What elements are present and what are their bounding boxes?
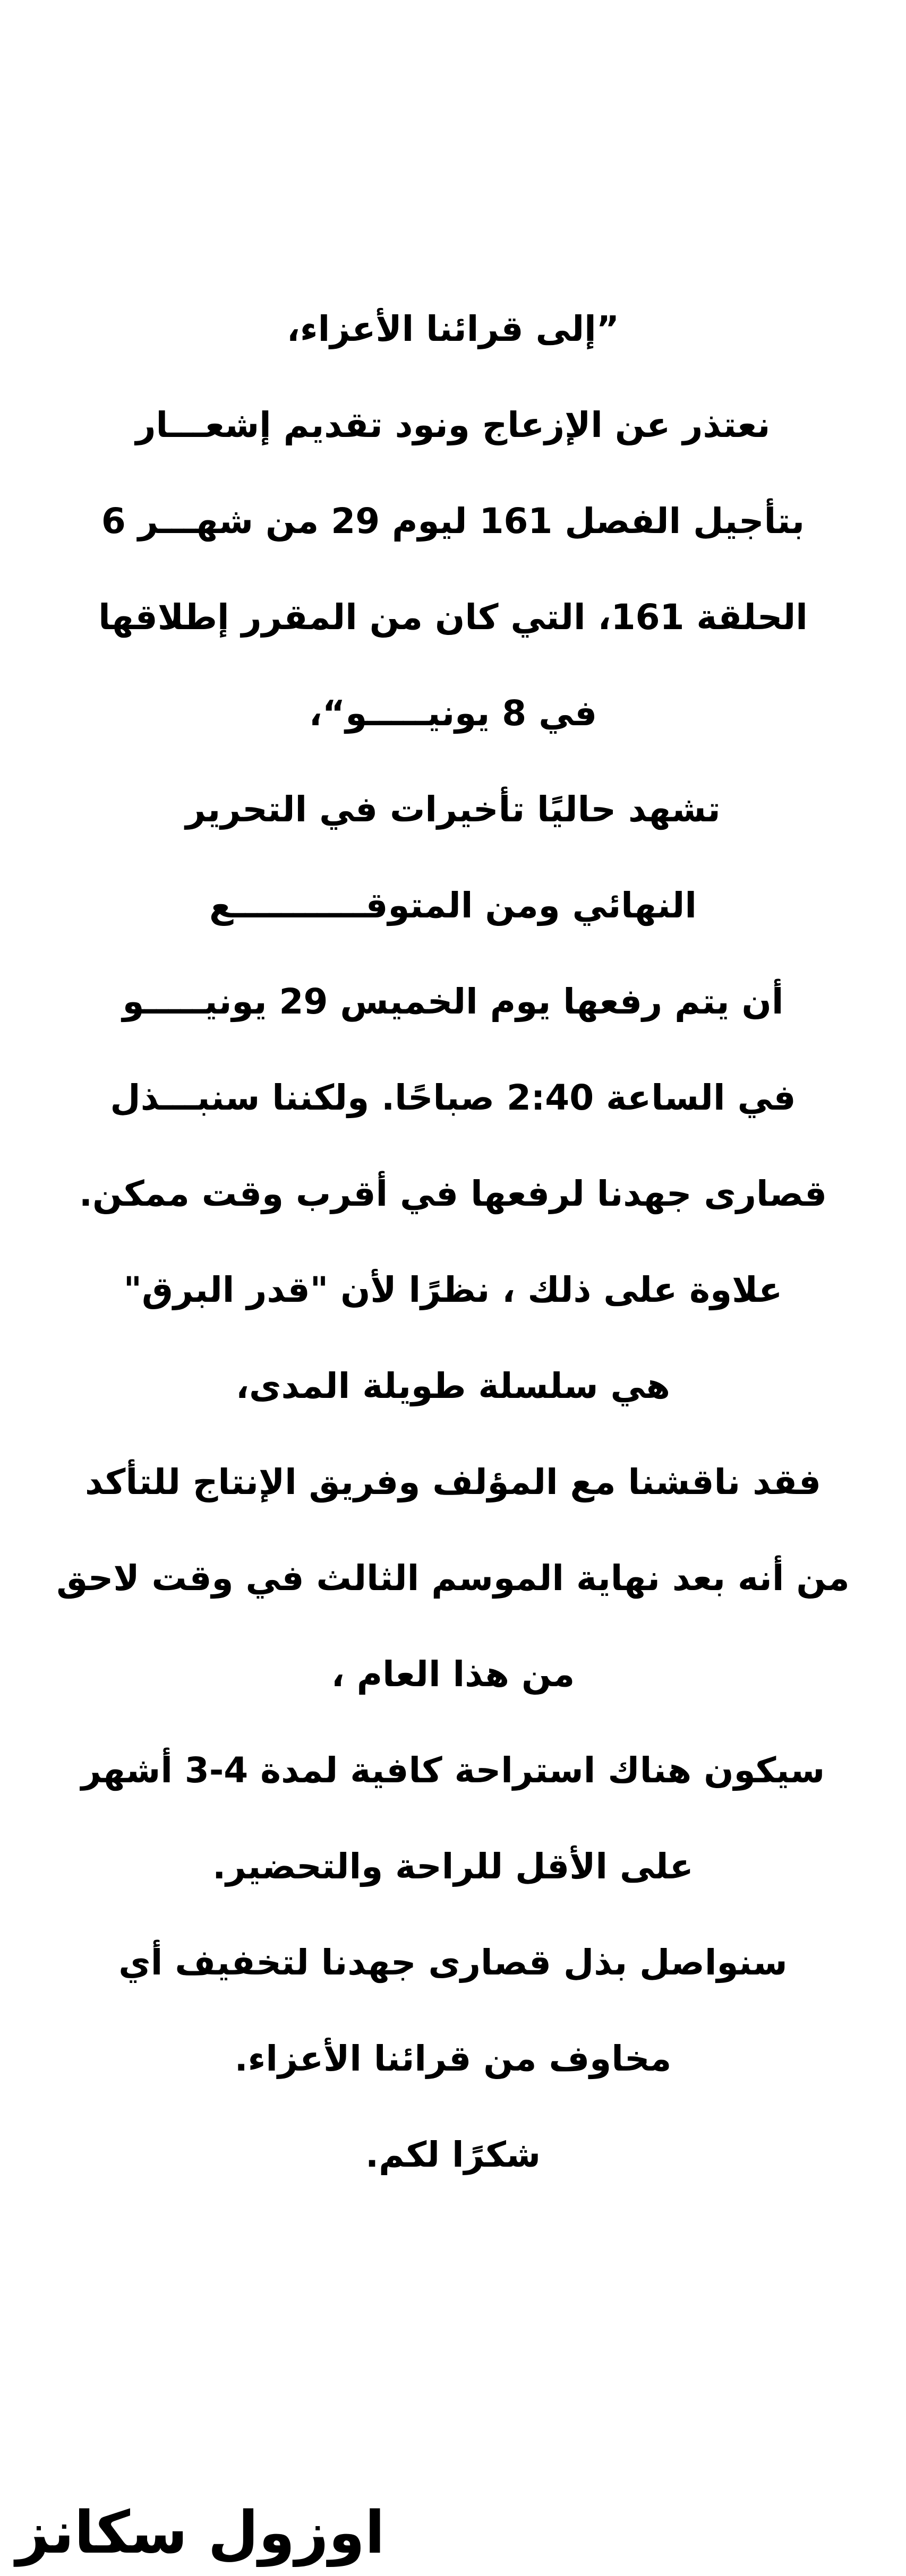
notice-line: سنواصل بذل قصارى جهدنا لتخفيف أي	[118, 1942, 788, 1983]
notice-line: من أنه بعد نهاية الموسم الثالث في وقت لاحق	[56, 1558, 850, 1599]
notice-line: في 8 يونيـــــو“،	[309, 693, 597, 734]
brand-watermark: اوزول سكانز	[16, 2498, 385, 2566]
notice-line: هي سلسلة طويلة المدى،	[235, 1366, 671, 1406]
notice-line: مخاوف من قرائنا الأعزاء.	[234, 2038, 672, 2079]
notice-text-block	[0, 289, 906, 2211]
notice-line: أن يتم رفعها يوم الخميس 29 يونيـــــو	[122, 981, 784, 1022]
notice-line: على الأقل للراحة والتحضير.	[212, 1846, 694, 1887]
notice-line: في الساعة 2:40 صباحًا. ولكننا سنبـــذل	[110, 1077, 796, 1118]
notice-line: من هذا العام ،	[331, 1654, 575, 1695]
notice-line: سيكون هناك استراحة كافية لمدة 4-3 أشهر	[81, 1750, 825, 1791]
notice-line: علاوة على ذلك ، نظرًا لأن "قدر البرق"	[123, 1269, 783, 1310]
notice-line: النهائي ومن المتوقـــــــــــع	[209, 885, 697, 926]
notice-line: نعتذر عن الإزعاج ونود تقديم إشعـــار	[135, 405, 771, 445]
notice-line: فقد ناقشنا مع المؤلف وفريق الإنتاج للتأكد	[84, 1462, 822, 1502]
notice-line-greeting: ”إلى قرائنا الأعزاء،	[286, 308, 620, 349]
notice-line: تشهد حاليًا تأخيرات في التحرير	[185, 789, 721, 830]
notice-line-thanks: شكرًا لكم.	[365, 2134, 541, 2175]
notice-line: الحلقة 161، التي كان من المقرر إطلاقها	[98, 597, 808, 638]
notice-line: بتأجيل الفصل 161 ليوم 29 من شهـــر 6	[101, 501, 805, 542]
notice-line: قصارى جهدنا لرفعها في أقرب وقت ممكن.	[79, 1173, 827, 1214]
